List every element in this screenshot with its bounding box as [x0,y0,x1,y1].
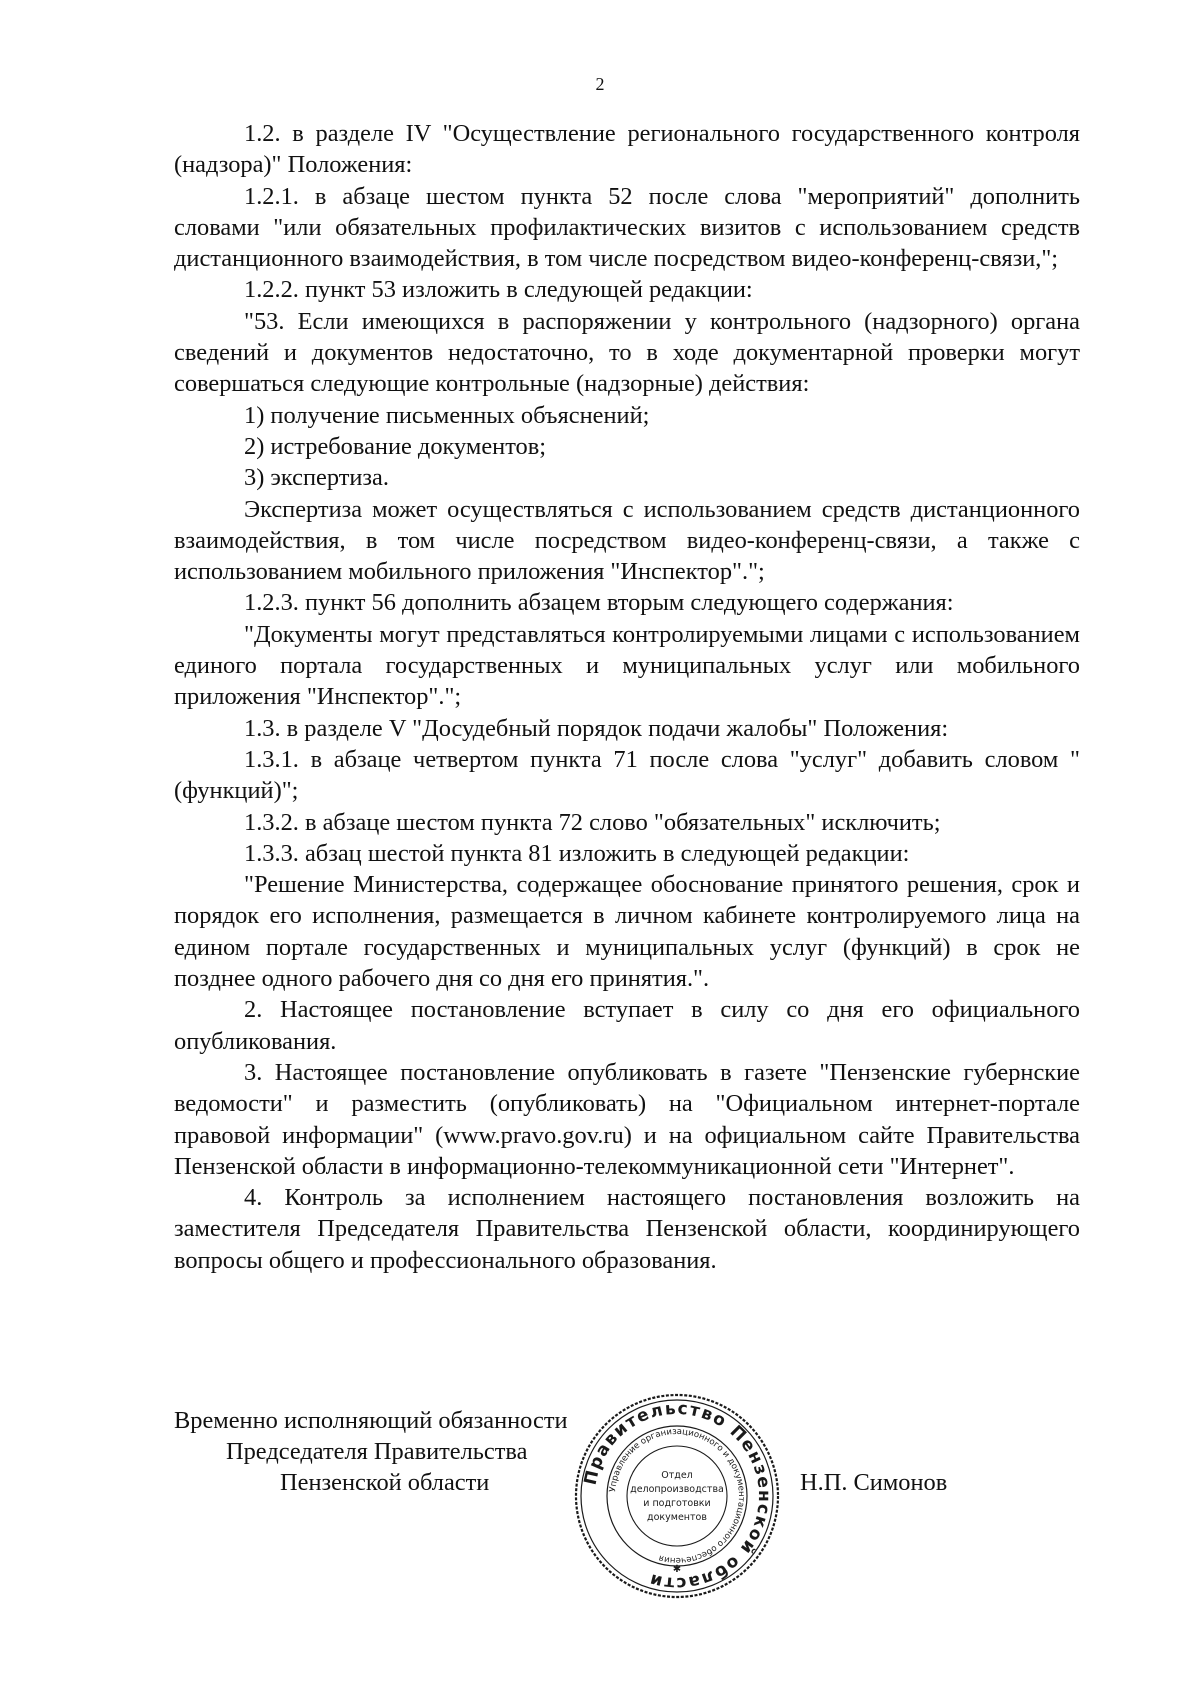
paragraph: 1.3.2. в абзаце шестом пункта 72 слово "обязательных" исключить; [244,808,941,836]
paragraph: 1.2.1. в абзаце шестом пункта 52 после слова "мероприятий" дополнить словами "или обязательных профилактических визитов с использованием средств дистанционного взаимодействия, в том числе посредством видео-конференц-связи,"; [174,182,1080,273]
paragraph: Экспертиза может осуществляться с использованием средств дистанционного взаимодействия, в том числе посредством видео-конференц-связи, а также с использованием мобильного приложения "Инспектор"."; [174,495,1080,586]
paragraph: "Решение Министерства, содержащее обоснование принятого решения, срок и порядок его исполнения, размещается в личном кабинете контролируемого лица на едином портале государственных и муниципальных услуг (функций) в срок не позднее одного рабочего дня со дня его принятия.". [174,871,1080,993]
seal-center-line-4: документов [647,1512,707,1523]
paragraph: "53. Если имеющихся в распоряжении у контрольного (надзорного) органа сведений и документов недостаточно, то в ходе документарной проверки могут совершаться следующие контрольные (надзорные) действия: [174,307,1080,398]
paragraph: 1.2. в разделе IV "Осуществление регионального государственного контроля (надзора)" Положения: [174,120,1080,179]
seal-center-line-2: делопроизводства [630,1484,724,1495]
seal-star-icon [673,1564,681,1575]
paragraph: 1.3. в разделе V "Досудебный порядок подачи жалобы" Положения: [244,714,949,742]
paragraph: "Документы могут представляться контролируемыми лицами с использованием единого портала государственных и муниципальных услуг или мобильного приложения "Инспектор"."; [174,620,1080,711]
signatory-title-line-3: Пензенской области [280,1469,490,1496]
seal-outer-text: Правительство Пензенской области [580,1398,775,1594]
svg-text:Управление организационного и [608,1427,746,1565]
seal-center-line-1: Отдел [661,1470,693,1481]
official-seal [573,1392,781,1600]
paragraph: 4. Контроль за исполнением настоящего постановления возложить на заместителя Председателя Правительства Пензенской области, координирующего вопросы общего и профессионального образования. [174,1184,1080,1274]
paragraph: 1.2.3. пункт 56 дополнить абзацем вторым следующего содержания: [244,589,954,617]
paragraph: 3) экспертиза. [244,464,389,492]
seal-middle-text: Управление организационного и документационного обеспечения [608,1426,747,1566]
signatory-title-line-2: Председателя Правительства [226,1438,528,1465]
paragraph: 1.3.1. в абзаце четвертом пункта 71 после слова "услуг" добавить словом "(функций)"; [174,745,1080,805]
paragraph: 1) получение письменных объяснений; [244,401,650,429]
page-number: 2 [595,74,605,94]
seal-center-line-3: и подготовки [643,1498,711,1509]
paragraph: 3. Настоящее постановление опубликовать в газете "Пензенские губернские ведомости" и разместить (опубликовать) на "Официальном интернет-портале правовой информации" (www.pravo.gov.ru) и на официальном сайте Правительства Пензенской области в информационно-телекоммуникационной сети "Интернет". [174,1058,1080,1180]
document-body [174,118,1080,1276]
svg-text:✱: ✱ [672,1564,682,1575]
paragraph: 2) истребование документов; [244,432,547,460]
signatory-name: Н.П. Симонов [800,1469,948,1496]
paragraph: 1.2.2. пункт 53 изложить в следующей редакции: [244,276,753,304]
paragraph: 1.3.3. абзац шестой пункта 81 изложить в следующей редакции: [244,839,910,867]
signatory-title-line-1: Временно исполняющий обязанности [174,1407,568,1434]
paragraph: 2. Настоящее постановление вступает в силу со дня его официального опубликования. [174,996,1080,1055]
